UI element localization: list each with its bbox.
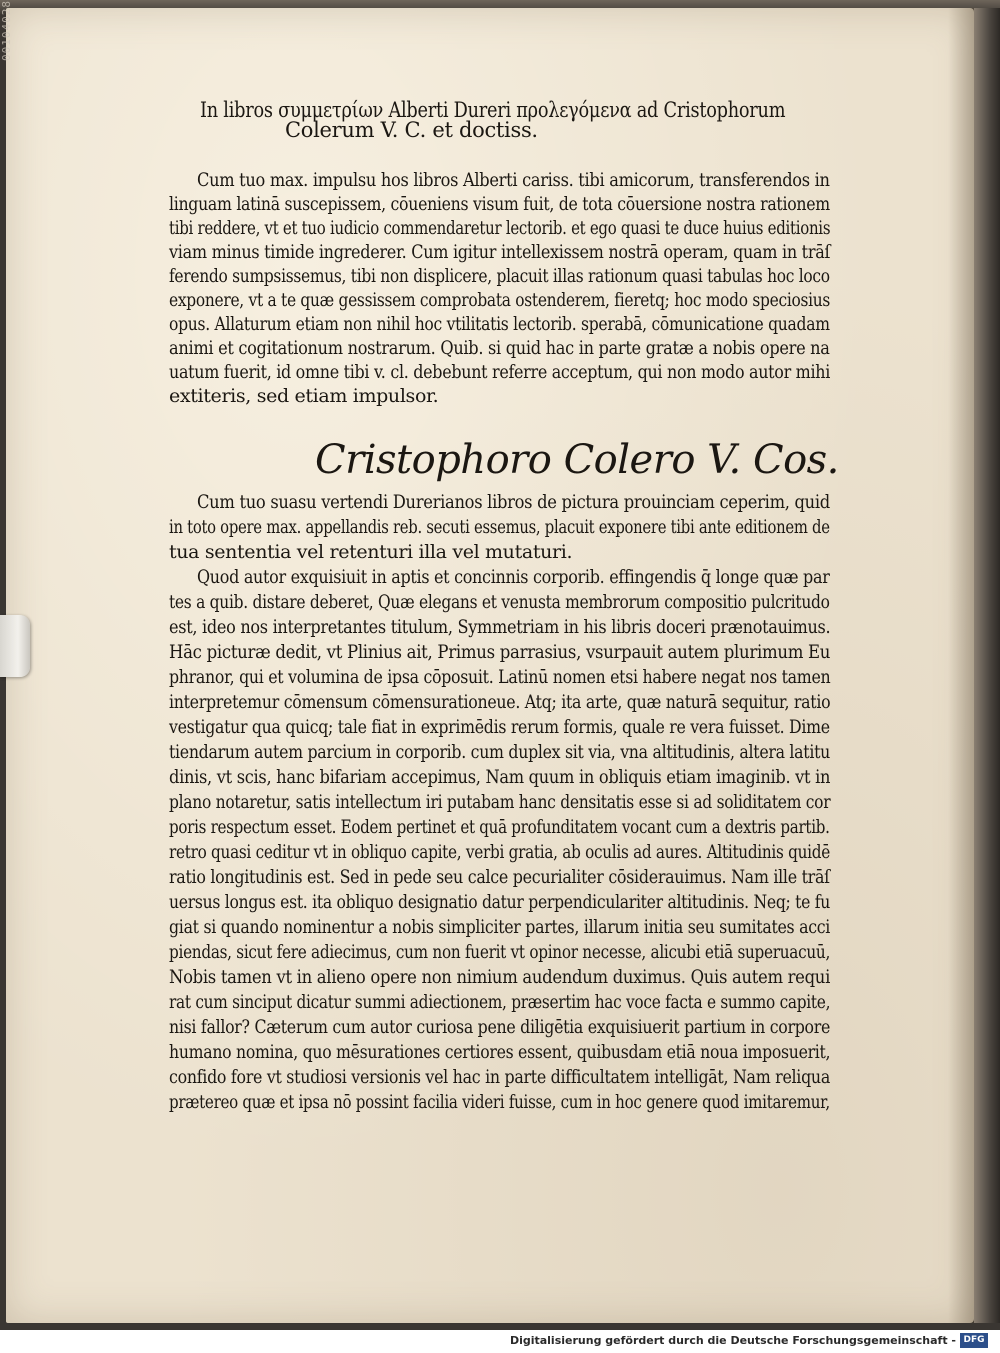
text-line: exponere, vt a te quæ gessissem comprobata ostenderem, fieretq; hoc modo speciosius [169, 289, 831, 311]
header-line-1: In libros συμμετρίων Alberti Dureri προλεγόμενα ad Cristophorum [200, 98, 786, 122]
digitization-footer [0, 1330, 1000, 1353]
text-line: est, ideo nos interpretantes titulum, Symmetriam in his libris doceri prænotauimus. [169, 616, 831, 638]
text-line: phranor, qui et volumina de ipsa cōposuit. Latinū nomen etsi habere negat nos tamen [169, 666, 831, 688]
text-line: piendas, sicut fere adiecimus, cum non fuerit vt opinor necesse, alicubi etiā superuacuū, [169, 941, 831, 963]
text-line: rat cum sinciput dicatur summi adiectionem, præsertim hac voce facta e summo capite, [169, 991, 831, 1013]
text-line: linguam latinā suscepissem, cōueniens visum fuit, de tota cōuersione nostra rationem [169, 193, 830, 215]
text-line: viam minus timide ingrederer. Cum igitur intellexissem nostrā operam, quam in trāſ [169, 241, 831, 263]
text-line: ratio longitudinis est. Sed in pede seu calce pecurialiter cōsiderauimus. Nam ille trāſ [169, 866, 830, 888]
text-line: in toto opere max. appellandis reb. secuti essemus, placuit exponere tibi ante editionem de [169, 516, 830, 538]
text-line: tibi reddere, vt et tuo iudicio commendaretur lectorib. et ego quasi te duce huius editionis [169, 217, 831, 239]
text-line: opus. Allaturum etiam non nihil hoc vtilitatis lectorib. sperabā, cōmunicatione quadam [169, 313, 830, 335]
text-line: tua sententia vel retenturi illa vel mutaturi. [169, 541, 573, 563]
text-line: Cum tuo suasu vertendi Durerianos libros de pictura prouinciam ceperim, quid [197, 491, 830, 513]
text-line: humano nomina, quo mēsurationes certiores essent, quibusdam etiā noua imposuerit, [169, 1041, 831, 1063]
book-spine [974, 8, 1000, 1323]
text-line: giat si quando nominentur a nobis simpliciter partes, illarum initia seu sumitates acci [169, 916, 831, 938]
text-line: retro quasi ceditur vt in obliquo capite, verbi gratia, ab oculis ad aures. Altitudinis quidē [169, 841, 830, 863]
text-line: nisi fallor? Cæterum cum autor curiosa pene diligētia exquisiuerit partium in corpore [169, 1016, 831, 1038]
text-line: Nobis tamen vt in alieno opere non nimium audendum duximus. Quis autem requi [169, 966, 831, 988]
text-line: prætereo quæ et ipsa nō possint facilia videri fuisse, cum in hoc genere quod imitaremur, [169, 1091, 830, 1113]
funding-credit: Digitalisierung gefördert durch die Deutsche Forschungsgemeinschaft - [509, 1334, 956, 1347]
text-line: plano notaretur, satis intellectum iri putabam hanc densitatis esse si ad soliditatem cor [169, 791, 831, 813]
text-line: animi et cogitationum nostrarum. Quib. si quid hac in parte gratæ a nobis opere na [169, 337, 830, 359]
section-heading: Cristophoro Colero V. Cos. [315, 437, 839, 483]
text-line: Hāc picturæ dedit, vt Plinius ait, Primus parrasius, vsurpauit autem plurimum Eu [169, 641, 831, 663]
page-clip-tab [0, 615, 30, 677]
text-line: Quod autor exquisiuit in aptis et concinnis corporib. effingendis q̄ longe quæ par [197, 566, 830, 588]
text-line: dinis, vt scis, hanc bifariam accepimus, Nam quum in obliquis etiam imaginib. vt in [169, 766, 831, 788]
page-fold-shadow [948, 8, 974, 1323]
text-line: tes a quib. distare deberet, Quæ elegans et venusta membrorum compositio pulcritudo [169, 591, 830, 613]
header-line-2: Colerum V. C. et doctiss. [285, 118, 538, 142]
text-line: tiendarum autem parcium in corporib. cum duplex sit via, vna altitudinis, altera latitu [169, 741, 830, 763]
text-line: interpretemur cōmensum cōmensurationeue. Atq; ita arte, quæ naturā sequitur, ratio [169, 691, 831, 713]
text-line: confido fore vt studiosi versionis vel hac in parte difficultatem intelligāt, Nam reliqua [169, 1066, 830, 1088]
text-line: uersus longus est. ita obliquo designatio datur perpendiculariter altitudinis. Neq; te fu [169, 891, 831, 913]
text-line: poris respectum esset. Eodem pertinet et quā profunditatem vocant cum a dextris partib. [169, 816, 830, 838]
text-line: extiteris, sed etiam impulsor. [169, 385, 439, 407]
scan-identifier: 00104028 [0, 0, 13, 61]
text-line: Cum tuo max. impulsu hos libros Alberti cariss. tibi amicorum, transferendos in [197, 169, 830, 191]
text-line: uatum fuerit, id omne tibi v. cl. debebunt referre acceptum, qui non modo autor mihi [169, 361, 831, 383]
dfg-logo[interactable]: DFG [960, 1333, 988, 1348]
text-line: ferendo sumpsissemus, tibi non displicere, placuit illas rationum quasi tabulas hoc loco [169, 265, 830, 287]
text-line: vestigatur qua quicq; tale fiat in exprimēdis rerum formis, quale re vera fuisset. Dime [169, 716, 830, 738]
